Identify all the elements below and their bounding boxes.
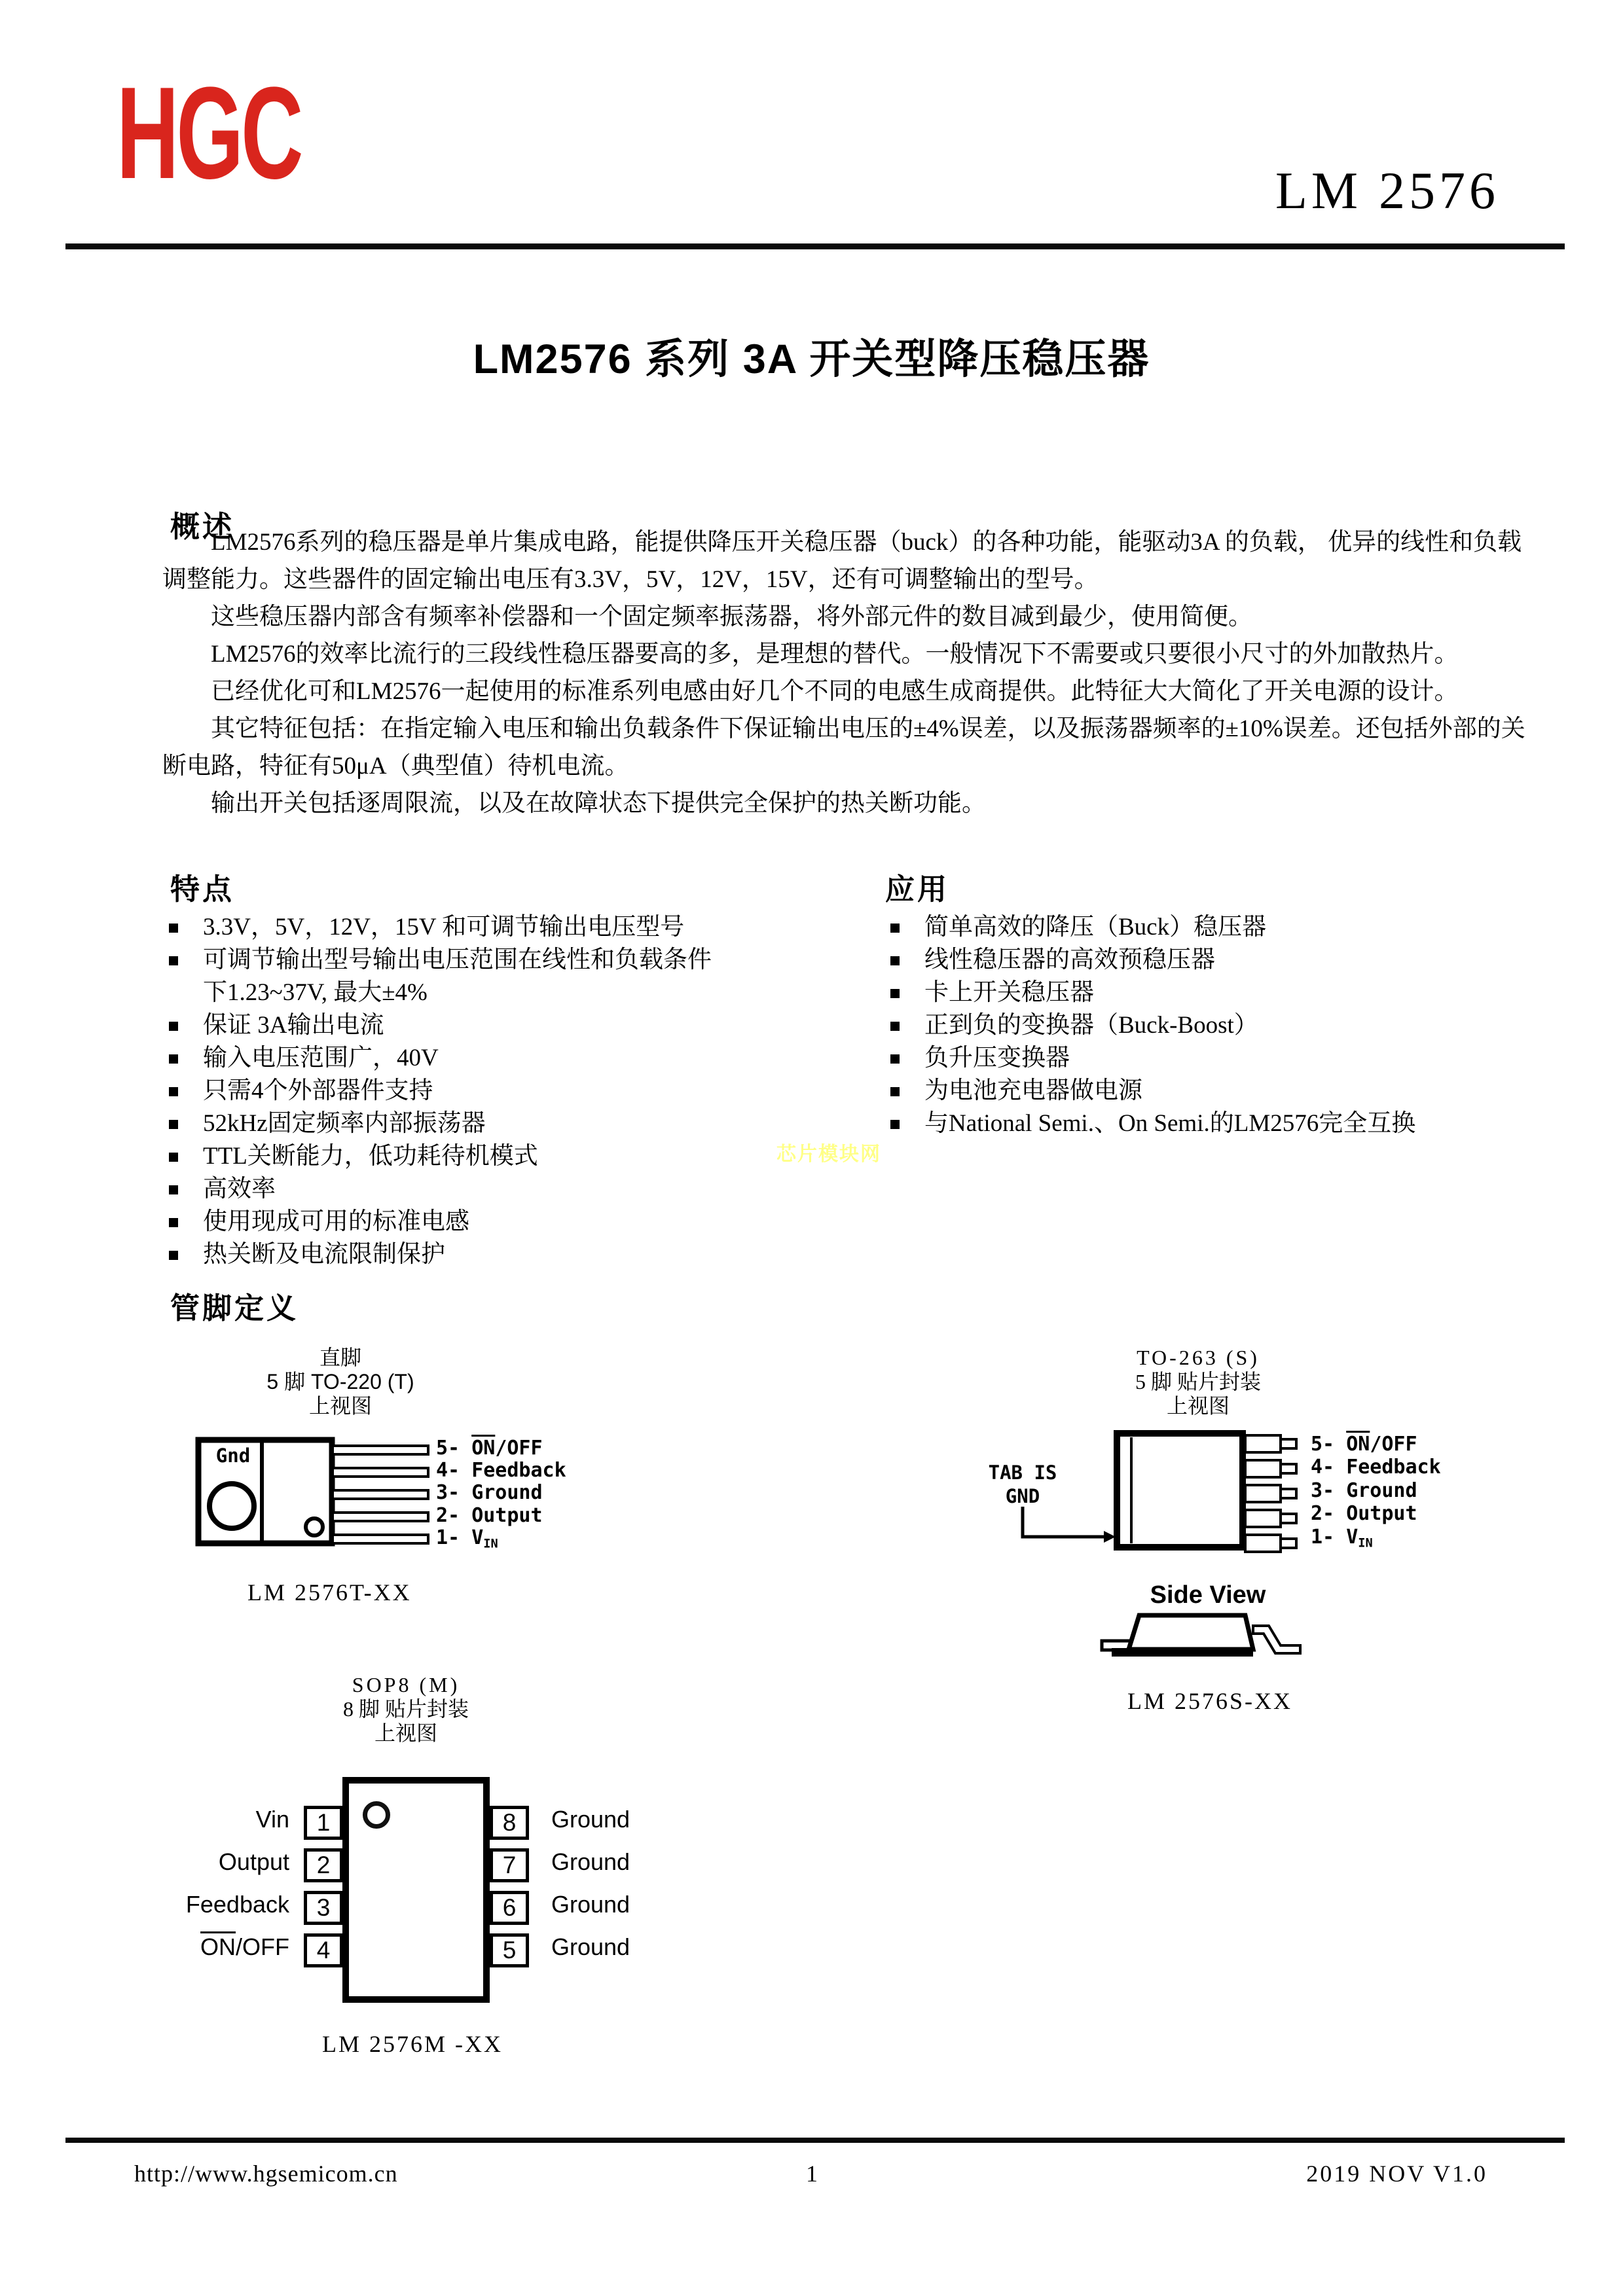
to263-caption-line2: 5 脚 贴片封装 — [1135, 1370, 1261, 1393]
application-item — [886, 1042, 1502, 1075]
pinout-heading: 管脚定义 — [170, 1292, 299, 1325]
application-text: 为电池充电器做电源 — [924, 1077, 1142, 1104]
overview-paragraph: 已经优化可和LM2576一起使用的标准系列电感由好几个不同的电感生成商提供。此特征大大简化了开关电源的设计。 — [211, 678, 1459, 705]
to263-pin-label: 5- $\overline{ON}$/OFF — [1311, 1433, 1417, 1456]
to263-pin-tip — [1281, 1439, 1296, 1448]
feature-item — [165, 1173, 721, 1206]
to263-caption — [1067, 1346, 1329, 1418]
bullet-square-icon — [890, 956, 900, 965]
features-heading: 特点 — [170, 873, 235, 906]
bullet-square-icon — [169, 1087, 178, 1096]
document-title: LM2576 系列 3A 开关型降压稳压器 — [473, 336, 1150, 382]
company-logo: HGC — [117, 60, 301, 206]
to263-pin-label: 2- Output — [1311, 1502, 1417, 1526]
to263-pin-tip — [1281, 1514, 1296, 1523]
sop8-caption-line1: SOP8 (M) — [352, 1673, 460, 1696]
overview-paragraph: LM2576的效率比流行的三段线性稳压器要高的多，是理想的替代。一般情况下不需要或只要很小尺寸的外加散热片。 — [211, 641, 1459, 668]
sop8-caption-line3: 上视图 — [374, 1721, 437, 1745]
feature-item — [165, 1206, 721, 1238]
sop8-right-pin-label: Ground — [551, 1806, 630, 1833]
application-item — [886, 1107, 1502, 1140]
to220-tab-label: Gnd — [215, 1444, 251, 1467]
tab-arrow — [1023, 1507, 1104, 1537]
feature-item — [165, 1140, 721, 1173]
feature-text: 52kHz固定频率内部振荡器 — [203, 1110, 486, 1137]
sop8-left-pin-number: 3 — [304, 1891, 343, 1925]
bullet-square-icon — [169, 1218, 178, 1227]
bullet-square-icon — [169, 1251, 178, 1260]
to220-pin-lead — [333, 1446, 428, 1454]
to220-pin-lead — [333, 1490, 428, 1499]
feature-text: 高效率 — [203, 1175, 276, 1202]
to263-side-view-drawing — [1100, 1610, 1309, 1664]
to220-pin-label: 5- $\overline{ON}$/OFF — [436, 1437, 543, 1460]
sop8-right-pin-label: Ground — [551, 1933, 630, 1960]
to220-pin-lead — [333, 1535, 428, 1543]
feature-item — [165, 944, 721, 1009]
overview-paragraph: 输出开关包括逐周限流，以及在故障状态下提供完全保护的热关断功能。 — [211, 790, 986, 817]
application-item — [886, 911, 1502, 944]
side-view-label: Side View — [1150, 1581, 1266, 1609]
feature-text: 可调节输出型号输出电压范围在线性和负载条件下1.23~37V, 最大±4% — [203, 946, 712, 1006]
tab-note-line2: GND — [1005, 1485, 1040, 1507]
application-item — [886, 1075, 1502, 1107]
sop8-left-pin-number: 1 — [304, 1806, 343, 1840]
footer-page-number: 1 — [806, 2161, 818, 2187]
sideview-lead — [1253, 1626, 1300, 1653]
to220-part-label: LM 2576T-XX — [247, 1579, 412, 1605]
to220-caption-line1: 直脚 — [319, 1346, 361, 1369]
feature-item — [165, 1238, 721, 1271]
sop8-package-drawing — [170, 1767, 694, 2068]
header-part-number: LM 2576 — [1275, 162, 1499, 220]
sop8-row — [170, 1930, 694, 1964]
applications-heading: 应用 — [885, 873, 950, 906]
to220-pin-label: 1- $V_{IN}$ — [436, 1526, 498, 1551]
feature-item — [165, 1075, 721, 1107]
sop8-left-pin-label: $\overline{ON}$/OFF — [200, 1933, 289, 1960]
to263-pin-tip — [1281, 1489, 1296, 1498]
to220-caption-line2: 5 脚 TO-220 (T) — [266, 1370, 414, 1393]
feature-text: 保证 3A输出电流 — [203, 1012, 384, 1039]
to263-body — [1117, 1433, 1243, 1547]
overview-paragraph: 其它特征包括：在指定输入电压和输出负载条件下保证输出电压的±4%误差，以及振荡器频率的±10%误差。还包括外部的关断电路，特征有50μA（典型值）待机电流。 — [162, 715, 1525, 780]
application-item — [886, 1009, 1502, 1042]
to220-pin-labels — [436, 1437, 566, 1551]
application-text: 简单高效的降压（Buck）稳压器 — [924, 914, 1267, 941]
bullet-square-icon — [890, 989, 900, 998]
sop8-left-pin-label: Output — [218, 1848, 289, 1875]
to263-caption-line1: TO-263 (S) — [1137, 1346, 1260, 1369]
to263-pin-tip — [1281, 1464, 1296, 1473]
to263-pin-lead — [1245, 1535, 1281, 1552]
overview-heading: 概述 — [170, 511, 235, 543]
sop8-row — [170, 1845, 694, 1879]
to220-pin-label: 4- Feedback — [436, 1459, 566, 1482]
sop8-left-pin-label: Vin — [255, 1806, 289, 1833]
sop8-right-pin-label: Ground — [551, 1891, 630, 1918]
feature-text: 热关断及电流限制保护 — [203, 1241, 445, 1268]
bullet-square-icon — [890, 1054, 900, 1064]
header-rule — [65, 243, 1565, 249]
to263-pin-tip — [1281, 1539, 1296, 1548]
feature-item — [165, 1042, 721, 1075]
to263-pin-lead — [1245, 1435, 1281, 1452]
applications-list — [886, 911, 1502, 1140]
tab-note-line1: TAB IS — [988, 1462, 1057, 1484]
to220-caption-line3: 上视图 — [308, 1394, 372, 1418]
feature-item — [165, 1009, 721, 1042]
application-text: 卡上开关稳压器 — [924, 979, 1094, 1006]
sop8-caption-line2: 8 脚 贴片封装 — [342, 1697, 469, 1721]
to220-pin-label: 3- Ground — [436, 1481, 543, 1505]
bullet-square-icon — [169, 1022, 178, 1031]
bullet-square-icon — [890, 1087, 900, 1096]
application-item — [886, 977, 1502, 1009]
sop8-row — [170, 1803, 694, 1837]
bullet-square-icon — [169, 1185, 178, 1194]
bullet-square-icon — [169, 1120, 178, 1129]
footer-rule — [65, 2138, 1565, 2143]
to263-pin-lead — [1245, 1510, 1281, 1527]
sop8-right-pin-label: Ground — [551, 1848, 630, 1875]
to220-caption — [210, 1346, 471, 1418]
to263-pin-lead — [1245, 1485, 1281, 1502]
bullet-square-icon — [890, 1120, 900, 1129]
application-text: 线性稳压器的高效预稳压器 — [924, 946, 1215, 973]
sop8-right-pin-number: 5 — [490, 1933, 529, 1967]
application-text: 正到负的变换器（Buck-Boost） — [924, 1012, 1258, 1039]
bullet-square-icon — [169, 956, 178, 965]
bullet-square-icon — [890, 1022, 900, 1031]
feature-text: TTL关断能力，低功耗待机模式 — [203, 1143, 538, 1170]
to263-tab-note — [977, 1461, 1068, 1508]
sop8-caption — [275, 1673, 537, 1746]
bullet-square-icon — [169, 1054, 178, 1064]
sop8-left-pin-label: Feedback — [185, 1891, 289, 1918]
footer-url: http://www.hgsemicom.cn — [134, 2161, 398, 2187]
application-text: 与National Semi.、On Semi.的LM2576完全互换 — [924, 1110, 1416, 1137]
application-item — [886, 944, 1502, 977]
feature-item — [165, 911, 721, 944]
overview-text — [162, 524, 1529, 822]
feature-item — [165, 1107, 721, 1140]
sop8-left-pin-number: 4 — [304, 1933, 343, 1967]
overview-paragraph: 这些稳压器内部含有频率补偿器和一个固定频率振荡器，将外部元件的数目减到最少，使用简便。 — [211, 603, 1252, 630]
to263-pin-label: 1- $V_{IN}$ — [1311, 1525, 1373, 1551]
features-list — [165, 911, 721, 1271]
to263-pin-labels — [1311, 1435, 1441, 1550]
sop8-row — [170, 1888, 694, 1922]
feature-text: 输入电压范围广，40V — [203, 1045, 439, 1071]
overview-paragraph: LM2576系列的稳压器是单片集成电路，能提供降压开关稳压器（buck）的各种功能，能驱动3A 的负载， 优异的线性和负载调整能力。这些器件的固定输出电压有3.3V，5V，12V，15V，还有可调整输出的型号。 — [162, 529, 1522, 593]
to263-pin-label: 3- Ground — [1311, 1479, 1417, 1502]
sideview-body — [1129, 1615, 1253, 1649]
to220-pin-lead — [333, 1513, 428, 1521]
feature-text: 使用现成可用的标准电感 — [203, 1208, 469, 1235]
bullet-square-icon — [890, 924, 900, 933]
sop8-left-pin-number: 2 — [304, 1848, 343, 1882]
feature-text: 只需4个外部器件支持 — [203, 1077, 433, 1104]
sop8-right-pin-number: 7 — [490, 1848, 529, 1882]
footer-version: 2019 NOV V1.0 — [1306, 2161, 1487, 2187]
sop8-right-pin-number: 6 — [490, 1891, 529, 1925]
bullet-square-icon — [169, 1153, 178, 1162]
application-text: 负升压变换器 — [924, 1045, 1070, 1071]
sop8-part-label: LM 2576M -XX — [322, 2031, 503, 2057]
to263-pin-lead — [1245, 1460, 1281, 1477]
to220-pin-lead — [333, 1468, 428, 1477]
to263-part-label: LM 2576S-XX — [1127, 1688, 1293, 1714]
sideview-base — [1112, 1648, 1253, 1657]
to263-pin-label: 4- Feedback — [1311, 1456, 1441, 1479]
feature-text: 3.3V，5V，12V，15V 和可调节输出电压型号 — [203, 914, 685, 941]
sop8-right-pin-number: 8 — [490, 1806, 529, 1840]
watermark: 芯片模块网 — [776, 1143, 881, 1165]
to263-caption-line3: 上视图 — [1166, 1394, 1230, 1418]
bullet-square-icon — [169, 924, 178, 933]
to220-pin-label: 2- Output — [436, 1503, 543, 1527]
